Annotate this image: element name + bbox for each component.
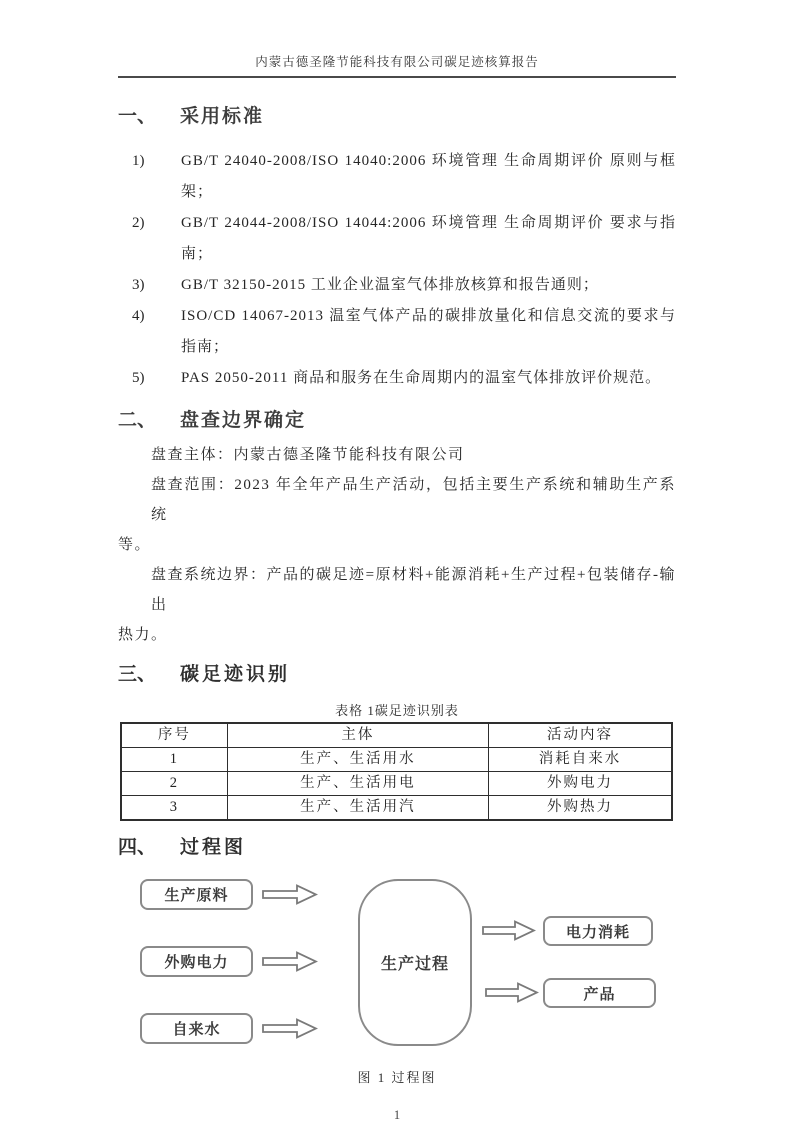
cell-no: 3 — [121, 796, 227, 821]
input-box-purchased-electricity: 外购电力 — [140, 946, 253, 977]
item-line: ISO/CD 14067-2013 温室气体产品的碳排放量化和信息交流的要求与 — [181, 308, 676, 324]
cell-activity: 外购电力 — [489, 772, 673, 796]
cell-subject: 生产、生活用水 — [227, 748, 488, 772]
list-item — [118, 270, 676, 301]
section-number: 一、 — [118, 106, 157, 127]
input-box-tap-water: 自来水 — [140, 1013, 253, 1044]
column-header: 主体 — [227, 723, 488, 748]
flow-arrow-icon — [485, 982, 539, 1003]
paragraph-line: 盘查主体：内蒙古德圣隆节能科技有限公司 — [151, 447, 465, 463]
item-number: 4) — [132, 308, 145, 324]
section-number: 三、 — [118, 664, 157, 685]
list-item — [118, 208, 676, 270]
cell-no: 2 — [121, 772, 227, 796]
standards-list — [118, 146, 676, 394]
paragraph — [118, 440, 676, 470]
paragraph-line: 盘查系统边界：产品的碳足迹=原材料+能源消耗+生产过程+包装储存-输出 — [151, 567, 676, 613]
table-caption: 表格 1碳足迹识别表 — [335, 703, 459, 718]
item-line: 指南； — [181, 339, 230, 355]
section-heading-process-chart — [118, 835, 676, 861]
process-flow-diagram — [0, 866, 794, 1052]
item-number: 2) — [132, 215, 145, 231]
list-item — [118, 146, 676, 208]
flow-arrow-icon — [262, 1018, 318, 1039]
output-box-product: 产品 — [543, 978, 656, 1008]
item-line: 南； — [181, 246, 214, 262]
section-heading-identification — [118, 662, 676, 688]
paragraph — [118, 470, 676, 560]
section-title: 采用标准 — [180, 106, 265, 127]
item-line: 架； — [181, 184, 214, 200]
input-box-raw-material: 生产原料 — [140, 879, 253, 910]
flow-arrow-icon — [482, 920, 536, 941]
item-number: 3) — [132, 277, 145, 293]
paragraph-line: 盘查范围：2023 年全年产品生产活动，包括主要生产系统和辅助生产系统 — [151, 477, 676, 523]
paragraph-line: 热力。 — [118, 627, 168, 643]
column-header: 活动内容 — [489, 723, 673, 748]
item-line: GB/T 24044-2008/ISO 14044:2006 环境管理 生命周期评价 要求与指 — [181, 215, 676, 231]
cell-no: 1 — [121, 748, 227, 772]
item-line: GB/T 24040-2008/ISO 14040:2006 环境管理 生命周期评价 原则与框 — [181, 153, 676, 169]
figure-caption: 图 1 过程图 — [357, 1070, 437, 1085]
item-number: 5) — [132, 370, 145, 386]
output-box-electricity-consumption: 电力消耗 — [543, 916, 653, 946]
column-header: 序号 — [121, 723, 227, 748]
footprint-table — [120, 722, 673, 821]
list-item — [118, 363, 676, 394]
table-header-row — [121, 723, 672, 748]
cell-subject: 生产、生活用电 — [227, 772, 488, 796]
item-line: GB/T 32150-2015 工业企业温室气体排放核算和报告通则； — [181, 277, 599, 293]
running-header-title: 内蒙古德圣隆节能科技有限公司碳足迹核算报告 — [255, 55, 539, 69]
paragraph-line: 等。 — [118, 537, 152, 553]
cell-subject: 生产、生活用汽 — [227, 796, 488, 821]
section-title: 过程图 — [180, 837, 247, 858]
section-heading-boundary — [118, 408, 676, 434]
table-header — [121, 723, 672, 748]
cell-activity: 消耗自来水 — [489, 748, 673, 772]
item-line: PAS 2050-2011 商品和服务在生命周期内的温室气体排放评价规范。 — [181, 370, 662, 386]
table-row — [121, 772, 672, 796]
page-number: 1 — [393, 1108, 401, 1122]
process-box-production: 生产过程 — [358, 879, 472, 1046]
flow-arrow-icon — [262, 884, 318, 905]
section-heading-standards — [118, 104, 676, 130]
section-title: 盘查边界确定 — [180, 410, 307, 431]
list-item — [118, 301, 676, 363]
cell-activity: 外购热力 — [489, 796, 673, 821]
table-row — [121, 796, 672, 821]
running-header — [118, 0, 676, 78]
boundary-paragraphs — [118, 440, 676, 650]
item-number: 1) — [132, 153, 145, 169]
section-number: 二、 — [118, 410, 157, 431]
section-title: 碳足迹识别 — [180, 664, 291, 685]
paragraph — [118, 560, 676, 650]
table-row — [121, 748, 672, 772]
flow-arrow-icon — [262, 951, 318, 972]
section-number: 四、 — [118, 837, 157, 858]
